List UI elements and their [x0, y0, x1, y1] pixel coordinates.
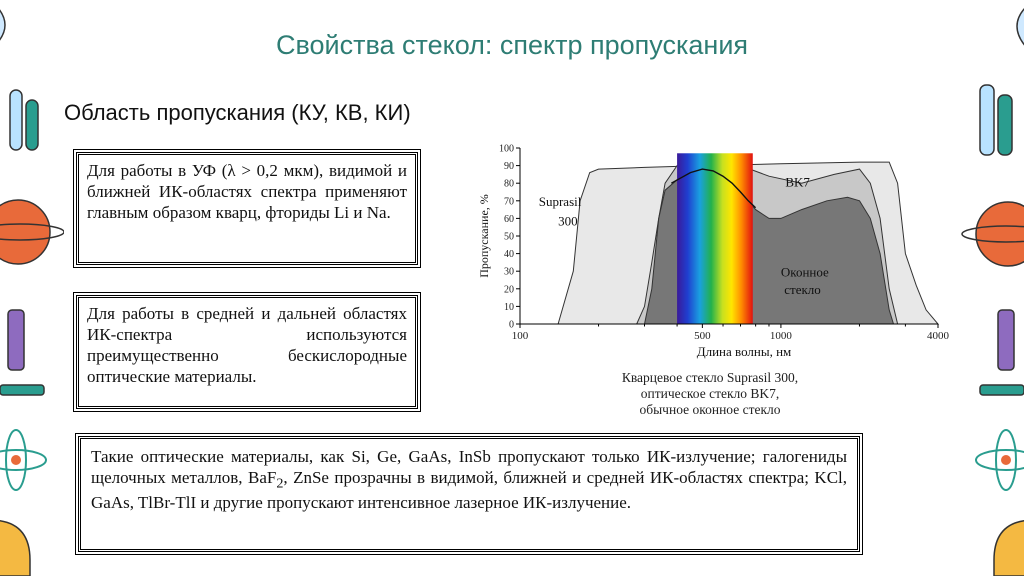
series-label-bk7: BK7 — [785, 174, 810, 190]
caption-line-1: Кварцевое стекло Suprasil 300, — [621, 370, 799, 385]
y-tick-label-7: 70 — [504, 196, 514, 208]
y-tick-label-4: 40 — [504, 249, 514, 261]
y-tick-label-10: 100 — [499, 143, 514, 155]
materials-text-part1: Такие оптические материалы, как Si, Ge, GaAs, InSb пропускают только ИК-излучение; галогениды щелочных металлов, BaF — [91, 447, 847, 487]
x-tick-label-1: 500 — [694, 330, 711, 342]
series-label-window-1: Оконное — [780, 264, 829, 280]
chart-caption — [560, 370, 860, 419]
series-label-suprasil-2: 300 — [558, 213, 578, 229]
y-tick-label-5: 50 — [504, 231, 514, 243]
ir-materials-box — [76, 295, 418, 409]
slide-title: Свойства стекол: спектр пропускания — [275, 30, 749, 60]
optical-materials-box — [78, 436, 860, 552]
y-tick-label-6: 60 — [504, 213, 514, 225]
materials-text-part2: , ZnSe прозрачны в видимой, ближней и средней ИК-областях спектра; KCl, GaAs, TlBr-TlI и другие пропускают интенсивное лазерное ИК-излучение. — [91, 467, 848, 512]
uv-materials-box — [76, 152, 418, 265]
uv-materials-text: Для работы в УФ (λ > 0,2 мкм), видимой и ближней ИК-областях спектра применяют главным образом кварц, фториды Li и Na. — [87, 161, 407, 222]
y-tick-label-2: 20 — [504, 284, 514, 296]
slide-subtitle: Область пропускания (КУ, КВ, КИ) — [64, 100, 411, 125]
right-decoration-strip — [960, 0, 1024, 576]
series-label-window-2: стекло — [784, 282, 821, 298]
x-tick-label-0: 100 — [511, 330, 529, 342]
series-label-suprasil: Suprasil — [538, 194, 582, 210]
y-tick-label-1: 10 — [504, 301, 514, 313]
x-axis-label: Длина волны, нм — [696, 344, 792, 359]
transmission-chart — [470, 138, 950, 363]
visible-band — [671, 153, 755, 324]
ir-materials-text: Для работы в средней и дальней областях ИК-спектра используются преимущественно бескислородные оптические материалы. — [87, 304, 407, 386]
caption-line-3: обычное оконное стекло — [639, 402, 781, 418]
caption-line-2: оптическое стекло BK7, — [640, 386, 780, 402]
materials-subscript: 2 — [276, 475, 284, 492]
visible-spectrum-rect — [677, 153, 753, 324]
y-axis-label: Пропускание, % — [477, 194, 491, 278]
x-tick-label-3: 4000 — [927, 330, 949, 342]
y-tick-label-0: 0 — [509, 319, 514, 331]
x-tick-label-2: 1000 — [769, 330, 792, 342]
left-decoration-strip — [0, 0, 64, 576]
y-tick-label-9: 90 — [504, 161, 514, 173]
y-tick-label-8: 80 — [504, 178, 514, 190]
y-tick-label-3: 30 — [504, 266, 514, 278]
